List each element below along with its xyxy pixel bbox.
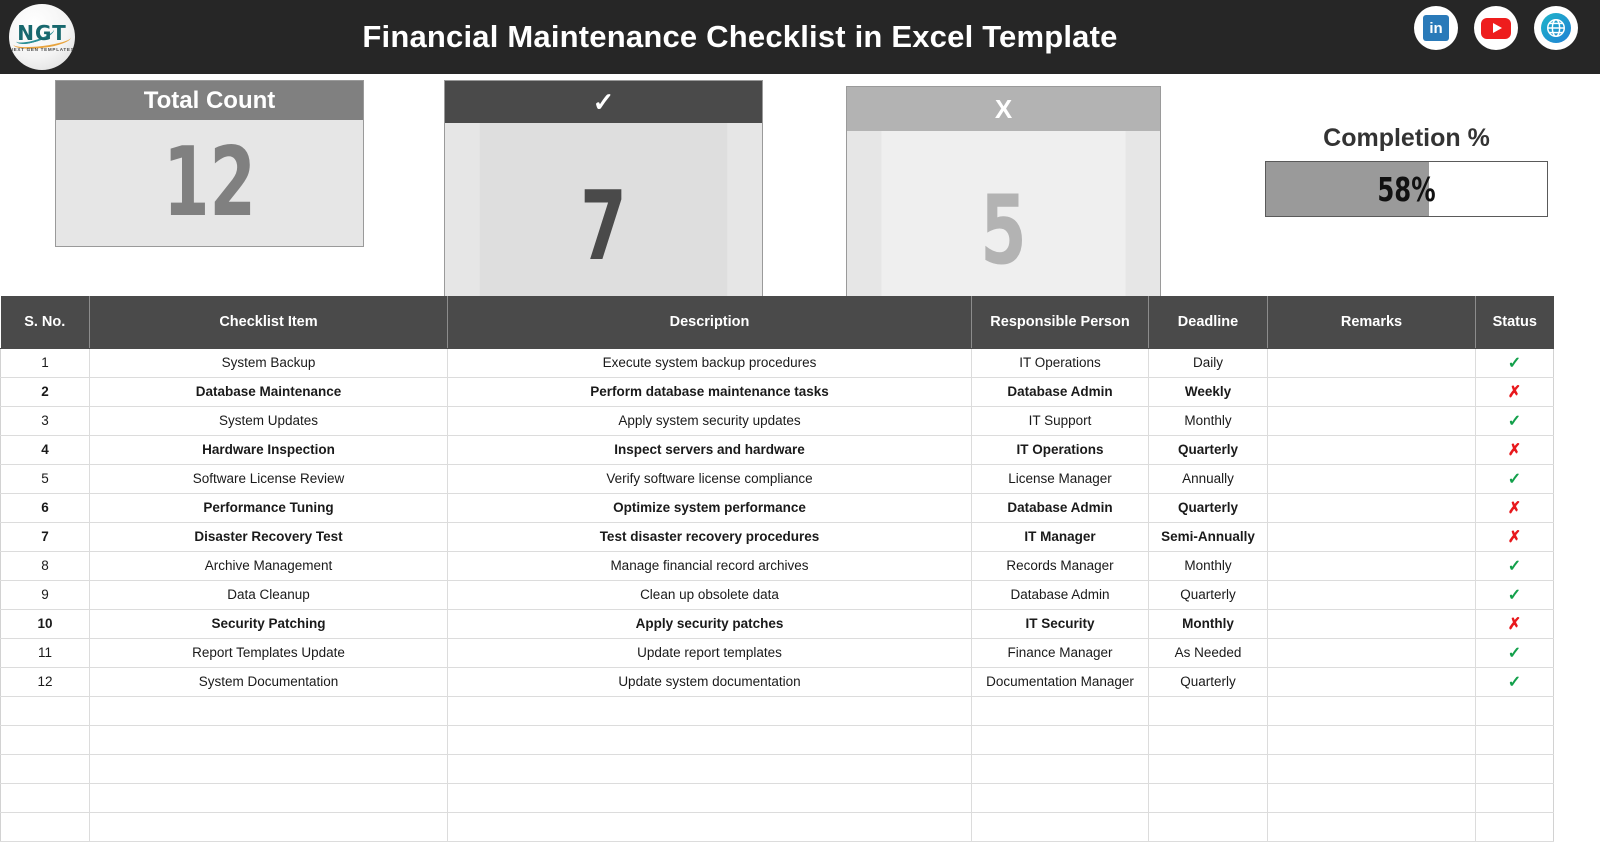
- empty-cell[interactable]: [1268, 696, 1476, 725]
- table-row[interactable]: [1, 377, 1554, 406]
- status-cell[interactable]: [1476, 638, 1554, 667]
- table-row[interactable]: [1, 609, 1554, 638]
- status-cell[interactable]: [1476, 609, 1554, 638]
- deadline-cell[interactable]: Quarterly: [1149, 435, 1268, 464]
- status-check-icon: ✓: [1507, 354, 1522, 372]
- empty-cell[interactable]: [90, 725, 448, 754]
- item-cell[interactable]: System Updates: [90, 406, 448, 435]
- item-cell[interactable]: Security Patching: [90, 609, 448, 638]
- desc-cell[interactable]: Optimize system performance: [448, 493, 972, 522]
- deadline-cell[interactable]: Weekly: [1149, 377, 1268, 406]
- table-row[interactable]: [1, 406, 1554, 435]
- status-cross-icon: ✗: [1507, 383, 1522, 401]
- website-button[interactable]: [1534, 6, 1578, 50]
- col-header-deadline[interactable]: Deadline: [1149, 296, 1268, 348]
- status-check-icon: ✓: [1507, 470, 1522, 488]
- remarks-cell[interactable]: [1268, 435, 1476, 464]
- status-cell[interactable]: [1476, 464, 1554, 493]
- item-cell[interactable]: Disaster Recovery Test: [90, 522, 448, 551]
- kpi-total-count-value: 12: [90, 120, 329, 246]
- empty-cell[interactable]: [1, 696, 90, 725]
- status-cell[interactable]: [1476, 377, 1554, 406]
- item-cell[interactable]: System Backup: [90, 348, 448, 377]
- empty-cell[interactable]: [448, 725, 972, 754]
- remarks-cell[interactable]: [1268, 580, 1476, 609]
- status-cross-icon: ✗: [1507, 441, 1522, 459]
- item-cell[interactable]: System Documentation: [90, 667, 448, 696]
- deadline-cell[interactable]: Daily: [1149, 348, 1268, 377]
- completion-progress-value: 58%: [1377, 169, 1436, 209]
- desc-cell[interactable]: Test disaster recovery procedures: [448, 522, 972, 551]
- table-header-row: [1, 296, 1554, 348]
- item-cell[interactable]: Database Maintenance: [90, 377, 448, 406]
- col-header-status[interactable]: Status: [1476, 296, 1554, 348]
- deadline-cell[interactable]: Quarterly: [1149, 580, 1268, 609]
- desc-cell[interactable]: Perform database maintenance tasks: [448, 377, 972, 406]
- remarks-cell[interactable]: [1268, 522, 1476, 551]
- remarks-cell[interactable]: [1268, 493, 1476, 522]
- kpi-pending-value: 5: [881, 131, 1125, 331]
- checklist-table-head: [1, 296, 1554, 348]
- sno-cell[interactable]: 2: [1, 377, 90, 406]
- remarks-cell[interactable]: [1268, 638, 1476, 667]
- kpi-completed-label-check-icon: ✓: [445, 81, 762, 123]
- app-header: [0, 0, 1600, 74]
- remarks-cell[interactable]: [1268, 464, 1476, 493]
- desc-cell[interactable]: Execute system backup procedures: [448, 348, 972, 377]
- status-cell[interactable]: [1476, 435, 1554, 464]
- desc-cell[interactable]: Verify software license compliance: [448, 464, 972, 493]
- youtube-icon: [1481, 18, 1511, 39]
- table-row[interactable]: [1, 464, 1554, 493]
- table-row[interactable]: [1, 580, 1554, 609]
- resp-cell[interactable]: Finance Manager: [972, 638, 1149, 667]
- remarks-cell[interactable]: [1268, 406, 1476, 435]
- status-check-icon: ✓: [1507, 644, 1522, 662]
- col-header-sno[interactable]: S. No.: [1, 296, 90, 348]
- empty-cell[interactable]: [1476, 754, 1554, 783]
- status-check-icon: ✓: [1507, 586, 1522, 604]
- table-row[interactable]: [1, 493, 1554, 522]
- empty-cell[interactable]: [1, 754, 90, 783]
- remarks-cell[interactable]: [1268, 609, 1476, 638]
- item-cell[interactable]: Data Cleanup: [90, 580, 448, 609]
- sno-cell[interactable]: 7: [1, 522, 90, 551]
- table-row[interactable]: [1, 667, 1554, 696]
- status-check-icon: ✓: [1507, 673, 1522, 691]
- status-cell[interactable]: [1476, 551, 1554, 580]
- empty-cell[interactable]: [90, 754, 448, 783]
- status-cross-icon: ✗: [1507, 528, 1522, 546]
- status-cross-icon: ✗: [1507, 499, 1522, 517]
- empty-cell[interactable]: [1, 783, 90, 812]
- resp-cell[interactable]: IT Operations: [972, 435, 1149, 464]
- empty-cell[interactable]: [1149, 754, 1268, 783]
- empty-cell[interactable]: [1149, 812, 1268, 841]
- page-title: Financial Maintenance Checklist in Excel Template: [362, 19, 1118, 54]
- resp-cell[interactable]: Database Admin: [972, 580, 1149, 609]
- table-row-empty[interactable]: [1, 812, 1554, 841]
- checklist-table-container: [0, 296, 1600, 851]
- brand-logo: [9, 4, 75, 70]
- table-row-empty[interactable]: [1, 696, 1554, 725]
- empty-cell[interactable]: [448, 783, 972, 812]
- empty-cell[interactable]: [448, 812, 972, 841]
- status-check-icon: ✓: [1507, 557, 1522, 575]
- sno-cell[interactable]: 6: [1, 493, 90, 522]
- empty-cell[interactable]: [90, 783, 448, 812]
- empty-cell[interactable]: [1, 812, 90, 841]
- deadline-cell[interactable]: Monthly: [1149, 406, 1268, 435]
- youtube-button[interactable]: [1474, 6, 1518, 50]
- kpi-pending-label-cross-icon: X: [847, 87, 1160, 131]
- col-header-resp[interactable]: Responsible Person: [972, 296, 1149, 348]
- deadline-cell[interactable]: Annually: [1149, 464, 1268, 493]
- resp-cell[interactable]: License Manager: [972, 464, 1149, 493]
- empty-cell[interactable]: [972, 812, 1149, 841]
- resp-cell[interactable]: IT Operations: [972, 348, 1149, 377]
- empty-cell[interactable]: [972, 696, 1149, 725]
- table-row[interactable]: [1, 435, 1554, 464]
- empty-cell[interactable]: [972, 725, 1149, 754]
- resp-cell[interactable]: Database Admin: [972, 377, 1149, 406]
- resp-cell[interactable]: IT Support: [972, 406, 1149, 435]
- social-links: [1414, 6, 1578, 50]
- table-row[interactable]: [1, 551, 1554, 580]
- col-header-desc[interactable]: Description: [448, 296, 972, 348]
- sno-cell[interactable]: 3: [1, 406, 90, 435]
- empty-cell[interactable]: [1476, 812, 1554, 841]
- empty-cell[interactable]: [1, 725, 90, 754]
- sno-cell[interactable]: 10: [1, 609, 90, 638]
- empty-cell[interactable]: [448, 754, 972, 783]
- linkedin-button[interactable]: [1414, 6, 1458, 50]
- sno-cell[interactable]: 4: [1, 435, 90, 464]
- empty-cell[interactable]: [448, 696, 972, 725]
- remarks-cell[interactable]: [1268, 348, 1476, 377]
- empty-cell[interactable]: [972, 754, 1149, 783]
- empty-cell[interactable]: [1476, 696, 1554, 725]
- completion-label: Completion %: [1323, 124, 1490, 152]
- deadline-cell[interactable]: Monthly: [1149, 551, 1268, 580]
- resp-cell[interactable]: IT Manager: [972, 522, 1149, 551]
- table-row-empty[interactable]: [1, 783, 1554, 812]
- empty-cell[interactable]: [1476, 783, 1554, 812]
- linkedin-icon: in: [1423, 15, 1449, 41]
- resp-cell[interactable]: Documentation Manager: [972, 667, 1149, 696]
- desc-cell[interactable]: Inspect servers and hardware: [448, 435, 972, 464]
- globe-icon: [1541, 13, 1571, 43]
- completion-widget: [1265, 124, 1548, 217]
- logo-mark: NGT: [17, 20, 67, 45]
- desc-cell[interactable]: Update report templates: [448, 638, 972, 667]
- desc-cell[interactable]: Manage financial record archives: [448, 551, 972, 580]
- item-cell[interactable]: Software License Review: [90, 464, 448, 493]
- status-cell[interactable]: [1476, 522, 1554, 551]
- status-cross-icon: ✗: [1507, 615, 1522, 633]
- deadline-cell[interactable]: Quarterly: [1149, 667, 1268, 696]
- status-cell[interactable]: [1476, 667, 1554, 696]
- kpi-card-completed: [444, 80, 763, 332]
- sno-cell[interactable]: 5: [1, 464, 90, 493]
- table-row-empty[interactable]: [1, 725, 1554, 754]
- empty-cell[interactable]: [1268, 812, 1476, 841]
- completion-progress-bar: [1265, 161, 1548, 217]
- col-header-remarks[interactable]: Remarks: [1268, 296, 1476, 348]
- logo-tagline: NEXT GEN TEMPLATES: [9, 46, 75, 52]
- table-row[interactable]: [1, 638, 1554, 667]
- deadline-cell[interactable]: As Needed: [1149, 638, 1268, 667]
- sno-cell[interactable]: 11: [1, 638, 90, 667]
- empty-cell[interactable]: [90, 812, 448, 841]
- desc-cell[interactable]: Apply security patches: [448, 609, 972, 638]
- sno-cell[interactable]: 1: [1, 348, 90, 377]
- deadline-cell[interactable]: Quarterly: [1149, 493, 1268, 522]
- item-cell[interactable]: Archive Management: [90, 551, 448, 580]
- kpi-completed-value: 7: [480, 123, 727, 331]
- checklist-table-body: [1, 348, 1554, 841]
- item-cell[interactable]: Report Templates Update: [90, 638, 448, 667]
- table-row[interactable]: [1, 522, 1554, 551]
- kpi-total-count-label: Total Count: [56, 81, 363, 120]
- empty-cell[interactable]: [90, 696, 448, 725]
- sno-cell[interactable]: 12: [1, 667, 90, 696]
- table-row[interactable]: [1, 348, 1554, 377]
- col-header-item[interactable]: Checklist Item: [90, 296, 448, 348]
- checklist-table: [0, 296, 1554, 842]
- empty-cell[interactable]: [1149, 696, 1268, 725]
- desc-cell[interactable]: Update system documentation: [448, 667, 972, 696]
- remarks-cell[interactable]: [1268, 667, 1476, 696]
- empty-cell[interactable]: [1149, 725, 1268, 754]
- resp-cell[interactable]: Records Manager: [972, 551, 1149, 580]
- kpi-card-total-count: [55, 80, 364, 247]
- remarks-cell[interactable]: [1268, 377, 1476, 406]
- status-cell[interactable]: [1476, 348, 1554, 377]
- sno-cell[interactable]: 9: [1, 580, 90, 609]
- deadline-cell[interactable]: Semi-Annually: [1149, 522, 1268, 551]
- table-row-empty[interactable]: [1, 754, 1554, 783]
- desc-cell[interactable]: Apply system security updates: [448, 406, 972, 435]
- remarks-cell[interactable]: [1268, 551, 1476, 580]
- sno-cell[interactable]: 8: [1, 551, 90, 580]
- resp-cell[interactable]: IT Security: [972, 609, 1149, 638]
- status-cell[interactable]: [1476, 406, 1554, 435]
- desc-cell[interactable]: Clean up obsolete data: [448, 580, 972, 609]
- empty-cell[interactable]: [1268, 783, 1476, 812]
- empty-cell[interactable]: [1476, 725, 1554, 754]
- empty-cell[interactable]: [1149, 783, 1268, 812]
- resp-cell[interactable]: Database Admin: [972, 493, 1149, 522]
- status-cell[interactable]: [1476, 580, 1554, 609]
- empty-cell[interactable]: [1268, 725, 1476, 754]
- kpi-summary-area: [0, 74, 1600, 296]
- status-cell[interactable]: [1476, 493, 1554, 522]
- item-cell[interactable]: Hardware Inspection: [90, 435, 448, 464]
- deadline-cell[interactable]: Monthly: [1149, 609, 1268, 638]
- empty-cell[interactable]: [1268, 754, 1476, 783]
- status-check-icon: ✓: [1507, 412, 1522, 430]
- empty-cell[interactable]: [972, 783, 1149, 812]
- item-cell[interactable]: Performance Tuning: [90, 493, 448, 522]
